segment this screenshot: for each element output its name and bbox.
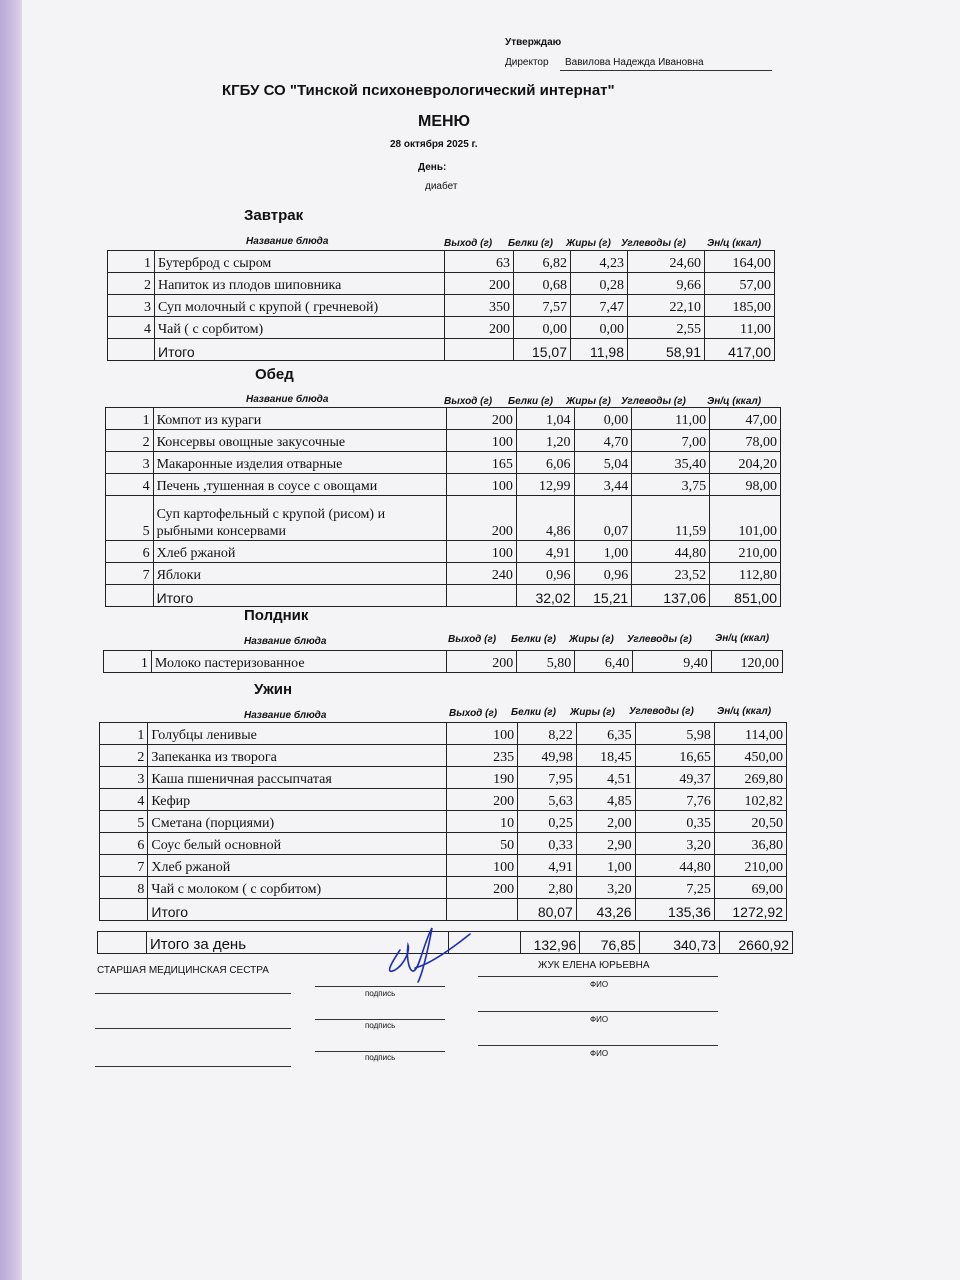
table-row: [100, 723, 787, 745]
fat-cell: 0,00: [574, 408, 632, 430]
dish-name: Запеканка из творога: [148, 745, 447, 767]
col-carbs-header: Углеводы (г): [621, 396, 686, 407]
fat-cell: 4,23: [571, 251, 628, 273]
yield-cell: 50: [447, 833, 518, 855]
dish-name: Напиток из плодов шиповника: [155, 273, 445, 295]
fat-cell: 4,70: [574, 430, 632, 452]
col-yield-header: Выход (г): [444, 238, 493, 249]
fat-cell: 3,20: [576, 877, 635, 899]
fio-caption: ФИО: [590, 1015, 609, 1024]
position-line: [95, 1028, 291, 1029]
diet-label: диабет: [425, 181, 458, 192]
yield-cell: 200: [447, 408, 517, 430]
col-fat-header: Жиры (г): [569, 634, 614, 645]
protein-cell: 8,22: [518, 723, 577, 745]
carbs-cell: 7,25: [635, 877, 714, 899]
protein-cell: 0,25: [518, 811, 577, 833]
col-energy-header: Эн/ц (ккал): [715, 633, 770, 644]
yield-cell: 200: [447, 789, 518, 811]
fat-cell: 6,35: [576, 723, 635, 745]
row-number: 6: [106, 541, 154, 563]
row-number: [108, 339, 155, 361]
energy-cell: 210,00: [714, 855, 786, 877]
protein-cell: 49,98: [518, 745, 577, 767]
row-number: 1: [106, 408, 154, 430]
person-name: ЖУК ЕЛЕНА ЮРЬЕВНА: [538, 960, 650, 971]
fat-cell: 1,00: [574, 541, 632, 563]
energy-cell: 450,00: [714, 745, 786, 767]
dish-name: Макаронные изделия отварные: [153, 452, 446, 474]
fat-cell: 15,21: [574, 585, 632, 607]
dinner-table: [99, 722, 787, 921]
table-row: [108, 317, 775, 339]
fio-caption: ФИО: [590, 1049, 609, 1058]
protein-cell: 6,06: [516, 452, 574, 474]
dish-name: Итого за день: [146, 932, 448, 954]
protein-cell: 7,57: [514, 295, 571, 317]
fat-cell: 3,44: [574, 474, 632, 496]
dish-name: Итого: [155, 339, 445, 361]
dish-name: Кефир: [148, 789, 447, 811]
fat-cell: 6,40: [575, 651, 633, 673]
lunch-table: [105, 407, 781, 607]
dish-name: Консервы овощные закусочные: [153, 430, 446, 452]
protein-cell: 0,00: [514, 317, 571, 339]
director-underline: [560, 70, 772, 71]
col-name-header: Название блюда: [244, 710, 327, 721]
yield-cell: 100: [447, 855, 518, 877]
col-energy-header: Эн/ц (ккал): [717, 706, 772, 717]
carbs-cell: 3,20: [635, 833, 714, 855]
protein-cell: 2,80: [518, 877, 577, 899]
col-fat-header: Жиры (г): [566, 396, 611, 407]
fat-cell: 76,85: [580, 932, 639, 954]
yield-cell: 235: [447, 745, 518, 767]
energy-cell: 114,00: [714, 723, 786, 745]
name-line: [478, 1011, 718, 1012]
energy-cell: 210,00: [710, 541, 781, 563]
handwritten-signature: [370, 920, 480, 1000]
fio-caption: ФИО: [590, 980, 609, 989]
fat-cell: 4,85: [576, 789, 635, 811]
col-carbs-header: Углеводы (г): [621, 238, 686, 249]
fat-cell: 0,96: [574, 563, 632, 585]
day-label: День:: [418, 162, 447, 173]
protein-cell: 6,82: [514, 251, 571, 273]
energy-cell: 102,82: [714, 789, 786, 811]
protein-cell: 80,07: [518, 899, 577, 921]
table-row: [106, 430, 781, 452]
position-line: [95, 993, 291, 994]
dish-name: Суп картофельный с крупой (рисом) и рыбными консервами: [153, 496, 446, 541]
protein-cell: 4,91: [516, 541, 574, 563]
protein-cell: 0,96: [516, 563, 574, 585]
fat-cell: 5,04: [574, 452, 632, 474]
energy-cell: 120,00: [711, 651, 782, 673]
total-row: [108, 339, 775, 361]
col-fat-header: Жиры (г): [570, 707, 615, 718]
row-number: 7: [100, 855, 148, 877]
total-row: [106, 585, 781, 607]
table-row: [100, 833, 787, 855]
protein-cell: 1,04: [516, 408, 574, 430]
row-number: 4: [108, 317, 155, 339]
protein-cell: 1,20: [516, 430, 574, 452]
table-row: [108, 273, 775, 295]
fat-cell: 11,98: [571, 339, 628, 361]
fat-cell: 0,28: [571, 273, 628, 295]
row-number: 8: [100, 877, 148, 899]
yield-cell: 200: [447, 651, 517, 673]
col-protein-header: Белки (г): [511, 707, 556, 718]
lunch-title: Обед: [255, 366, 294, 383]
energy-cell: 851,00: [710, 585, 781, 607]
protein-cell: 15,07: [514, 339, 571, 361]
col-yield-header: Выход (г): [448, 634, 497, 645]
energy-cell: 2660,92: [720, 932, 793, 954]
breakfast-title: Завтрак: [244, 207, 304, 224]
approve-label: Утверждаю: [505, 37, 562, 48]
yield-cell: [447, 585, 517, 607]
col-energy-header: Эн/ц (ккал): [707, 238, 762, 249]
carbs-cell: 2,55: [628, 317, 705, 339]
row-number: 1: [108, 251, 155, 273]
col-name-header: Название блюда: [246, 236, 329, 247]
table-row: [100, 877, 787, 899]
col-name-header: Название блюда: [244, 636, 327, 647]
name-line: [478, 976, 718, 977]
fat-cell: 1,00: [576, 855, 635, 877]
table-row: [108, 295, 775, 317]
row-number: [98, 932, 147, 954]
yield-cell: 350: [445, 295, 514, 317]
row-number: 2: [108, 273, 155, 295]
dish-name: Итого: [148, 899, 447, 921]
carbs-cell: 11,00: [632, 408, 710, 430]
energy-cell: 417,00: [705, 339, 775, 361]
breakfast-table: [107, 250, 775, 361]
table-row: [106, 452, 781, 474]
carbs-cell: 7,76: [635, 789, 714, 811]
protein-cell: 5,80: [517, 651, 575, 673]
dish-name: Яблоки: [153, 563, 446, 585]
energy-cell: 1272,92: [714, 899, 786, 921]
carbs-cell: 137,06: [632, 585, 710, 607]
carbs-cell: 9,40: [633, 651, 711, 673]
table-row: [100, 767, 787, 789]
protein-cell: 4,91: [518, 855, 577, 877]
dish-name: Хлеб ржаной: [148, 855, 447, 877]
energy-cell: 47,00: [710, 408, 781, 430]
energy-cell: 57,00: [705, 273, 775, 295]
menu-date: 28 октября 2025 г.: [390, 139, 478, 150]
col-yield-header: Выход (г): [449, 708, 498, 719]
dish-name: Чай ( с сорбитом): [155, 317, 445, 339]
protein-cell: 5,63: [518, 789, 577, 811]
signature-caption: подпись: [365, 989, 396, 998]
col-energy-header: Эн/ц (ккал): [707, 396, 762, 407]
row-number: [106, 585, 154, 607]
fat-cell: 7,47: [571, 295, 628, 317]
dish-name: Сметана (порциями): [148, 811, 447, 833]
yield-cell: 240: [447, 563, 517, 585]
position-line: [95, 1066, 291, 1067]
col-carbs-header: Углеводы (г): [629, 706, 694, 717]
energy-cell: 78,00: [710, 430, 781, 452]
director-name: Вавилова Надежда Ивановна: [565, 57, 704, 68]
yield-cell: 100: [447, 723, 518, 745]
protein-cell: 0,68: [514, 273, 571, 295]
protein-cell: 0,33: [518, 833, 577, 855]
col-protein-header: Белки (г): [511, 634, 556, 645]
table-row: [106, 541, 781, 563]
yield-cell: 165: [447, 452, 517, 474]
yield-cell: 100: [447, 474, 517, 496]
col-carbs-header: Углеводы (г): [627, 634, 692, 645]
row-number: 3: [106, 452, 154, 474]
table-row: [100, 745, 787, 767]
carbs-cell: 44,80: [632, 541, 710, 563]
carbs-cell: 44,80: [635, 855, 714, 877]
row-number: 1: [100, 723, 148, 745]
energy-cell: 69,00: [714, 877, 786, 899]
protein-cell: 12,99: [516, 474, 574, 496]
col-name-header: Название блюда: [246, 394, 329, 405]
energy-cell: 112,80: [710, 563, 781, 585]
table-row: [100, 789, 787, 811]
energy-cell: 20,50: [714, 811, 786, 833]
carbs-cell: 22,10: [628, 295, 705, 317]
dish-name: Бутерброд с сыром: [155, 251, 445, 273]
energy-cell: 269,80: [714, 767, 786, 789]
dish-name: Соус белый основной: [148, 833, 447, 855]
table-row: [100, 855, 787, 877]
total-row: [100, 899, 787, 921]
yield-cell: [447, 899, 518, 921]
row-number: 1: [104, 651, 152, 673]
dish-name: Чай с молоком ( с сорбитом): [148, 877, 447, 899]
fat-cell: 4,51: [576, 767, 635, 789]
yield-cell: [445, 339, 514, 361]
table-row: [108, 251, 775, 273]
carbs-cell: 9,66: [628, 273, 705, 295]
energy-cell: 164,00: [705, 251, 775, 273]
col-protein-header: Белки (г): [508, 238, 553, 249]
director-label: Директор: [505, 57, 549, 68]
energy-cell: 204,20: [710, 452, 781, 474]
snack-title: Полдник: [244, 607, 309, 624]
table-row: [106, 474, 781, 496]
row-number: 2: [100, 745, 148, 767]
carbs-cell: 11,59: [632, 496, 710, 541]
fat-cell: 43,26: [576, 899, 635, 921]
signature-caption: подпись: [365, 1053, 396, 1062]
yield-cell: 200: [447, 877, 518, 899]
row-number: 3: [100, 767, 148, 789]
fat-cell: 0,07: [574, 496, 632, 541]
energy-cell: 98,00: [710, 474, 781, 496]
row-number: 2: [106, 430, 154, 452]
row-number: 6: [100, 833, 148, 855]
dish-name: Итого: [153, 585, 446, 607]
dish-name: Суп молочный с крупой ( гречневой): [155, 295, 445, 317]
dish-name: Хлеб ржаной: [153, 541, 446, 563]
carbs-cell: 3,75: [632, 474, 710, 496]
yield-cell: 100: [447, 430, 517, 452]
col-fat-header: Жиры (г): [566, 238, 611, 249]
fat-cell: 18,45: [576, 745, 635, 767]
row-number: 4: [106, 474, 154, 496]
yield-cell: 10: [447, 811, 518, 833]
energy-cell: 185,00: [705, 295, 775, 317]
row-number: 5: [100, 811, 148, 833]
dish-name: Голубцы ленивые: [148, 723, 447, 745]
fat-cell: 2,90: [576, 833, 635, 855]
col-protein-header: Белки (г): [508, 396, 553, 407]
row-number: 3: [108, 295, 155, 317]
yield-cell: 63: [445, 251, 514, 273]
carbs-cell: 0,35: [635, 811, 714, 833]
position-label: СТАРШАЯ МЕДИЦИНСКАЯ СЕСТРА: [97, 965, 269, 976]
menu-title: МЕНЮ: [418, 113, 471, 130]
protein-cell: 4,86: [516, 496, 574, 541]
fat-cell: 0,00: [571, 317, 628, 339]
table-row: [106, 496, 781, 541]
table-row: [100, 811, 787, 833]
table-row: [106, 563, 781, 585]
yield-cell: 100: [447, 541, 517, 563]
snack-table: [103, 650, 783, 673]
carbs-cell: 35,40: [632, 452, 710, 474]
carbs-cell: 135,36: [635, 899, 714, 921]
carbs-cell: 58,91: [628, 339, 705, 361]
table-row: [106, 408, 781, 430]
energy-cell: 36,80: [714, 833, 786, 855]
protein-cell: 32,02: [516, 585, 574, 607]
row-number: 7: [106, 563, 154, 585]
yield-cell: 200: [447, 496, 517, 541]
carbs-cell: 16,65: [635, 745, 714, 767]
table-row: [104, 651, 783, 673]
carbs-cell: 340,73: [639, 932, 719, 954]
signature-line: [315, 1019, 445, 1020]
yield-cell: 190: [447, 767, 518, 789]
yield-cell: 200: [445, 317, 514, 339]
energy-cell: 11,00: [705, 317, 775, 339]
carbs-cell: 49,37: [635, 767, 714, 789]
protein-cell: 7,95: [518, 767, 577, 789]
dish-name: Молоко пастеризованное: [151, 651, 446, 673]
yield-cell: 200: [445, 273, 514, 295]
col-yield-header: Выход (г): [444, 396, 493, 407]
protein-cell: 132,96: [521, 932, 580, 954]
organization-title: КГБУ СО "Тинской психоневрологический интернат": [222, 82, 615, 99]
dish-name: Компот из кураги: [153, 408, 446, 430]
row-number: 4: [100, 789, 148, 811]
energy-cell: 101,00: [710, 496, 781, 541]
carbs-cell: 24,60: [628, 251, 705, 273]
fat-cell: 2,00: [576, 811, 635, 833]
row-number: 5: [106, 496, 154, 541]
dish-name: Печень ,тушенная в соусе с овощами: [153, 474, 446, 496]
signature-line: [315, 1051, 445, 1052]
carbs-cell: 5,98: [635, 723, 714, 745]
name-line: [478, 1045, 718, 1046]
carbs-cell: 7,00: [632, 430, 710, 452]
row-number: [100, 899, 148, 921]
dish-name: Каша пшеничная рассыпчатая: [148, 767, 447, 789]
signature-caption: подпись: [365, 1021, 396, 1030]
dinner-title: Ужин: [254, 681, 293, 698]
carbs-cell: 23,52: [632, 563, 710, 585]
